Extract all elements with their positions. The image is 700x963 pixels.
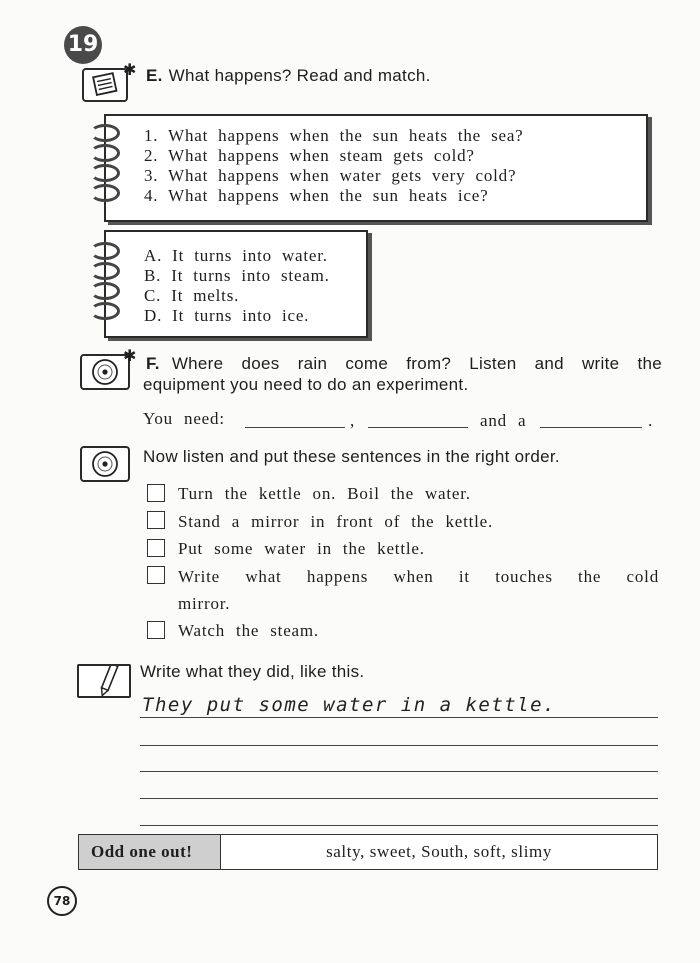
answers-card (86, 230, 370, 340)
section-f-instruction-line1: Where does rain come from? Listen and write the (171, 354, 662, 373)
odd-one-out-words: salty, sweet, South, soft, slimy (326, 842, 552, 861)
section-f-heading (146, 353, 662, 375)
pencil-write-icon (77, 664, 131, 698)
star-icon: ✱ (123, 346, 137, 365)
question-item: 4. What happens when the sun heats ice? (144, 186, 489, 205)
answer-blank[interactable] (245, 427, 345, 428)
section-f-letter: F. (146, 354, 160, 373)
order-sentence: Put some water in the kettle. (178, 539, 425, 558)
questions-list (144, 126, 524, 206)
order-checkbox[interactable] (147, 484, 165, 502)
comma-separator: , (350, 411, 356, 430)
order-checkbox[interactable] (147, 566, 165, 584)
section-f-instruction-line2: equipment you need to do an experiment. (143, 375, 469, 394)
order-sentence: Write what happens when it touches the cold (178, 567, 659, 586)
section-e-heading (146, 66, 431, 86)
answer-item: A. It turns into water. (144, 246, 328, 265)
writing-line[interactable] (140, 745, 658, 746)
question-item: 3. What happens when water gets very cold? (144, 166, 517, 185)
question-item: 2. What happens when steam gets cold? (144, 146, 475, 165)
read-book-icon (82, 68, 128, 102)
question-item: 1. What happens when the sun heats the sea? (144, 126, 524, 145)
and-a-label: and a (480, 411, 527, 430)
answer-item: D. It turns into ice. (144, 306, 310, 325)
handwritten-example: They put some water in a kettle. (142, 694, 557, 716)
unit-number-badge: 19 (64, 26, 102, 64)
order-checkbox[interactable] (147, 621, 165, 639)
answer-blank[interactable] (540, 427, 642, 428)
writing-task-instruction: Write what they did, like this. (140, 662, 365, 681)
page-number: 78 (47, 886, 77, 916)
spiral-binding-icon (90, 124, 120, 204)
writing-line[interactable] (140, 825, 658, 826)
answers-list (144, 246, 330, 326)
order-checkbox[interactable] (147, 539, 165, 557)
writing-line[interactable] (140, 717, 658, 718)
writing-line[interactable] (140, 771, 658, 772)
answer-blank[interactable] (368, 427, 468, 428)
order-sentence: Watch the steam. (178, 621, 319, 640)
writing-line[interactable] (140, 798, 658, 799)
you-need-label: You need: (143, 409, 225, 428)
questions-card (86, 114, 646, 222)
order-checkbox[interactable] (147, 511, 165, 529)
order-sentence-continued: mirror. (178, 594, 231, 613)
order-sentence: Stand a mirror in front of the kettle. (178, 512, 494, 531)
order-sentence: Turn the kettle on. Boil the water. (178, 484, 471, 503)
section-e-instruction: What happens? Read and match. (168, 66, 431, 85)
spiral-binding-icon (90, 242, 120, 322)
cd-listen-icon (80, 446, 130, 482)
odd-one-out-box (78, 834, 658, 870)
odd-one-out-label: Odd one out! (79, 835, 221, 869)
answer-item: C. It melts. (144, 286, 240, 305)
period-mark: . (648, 411, 654, 430)
section-e-letter: E. (146, 66, 163, 85)
answer-item: B. It turns into steam. (144, 266, 330, 285)
star-icon: ✱ (123, 60, 137, 79)
order-task-instruction: Now listen and put these sentences in the right order. (143, 447, 560, 466)
